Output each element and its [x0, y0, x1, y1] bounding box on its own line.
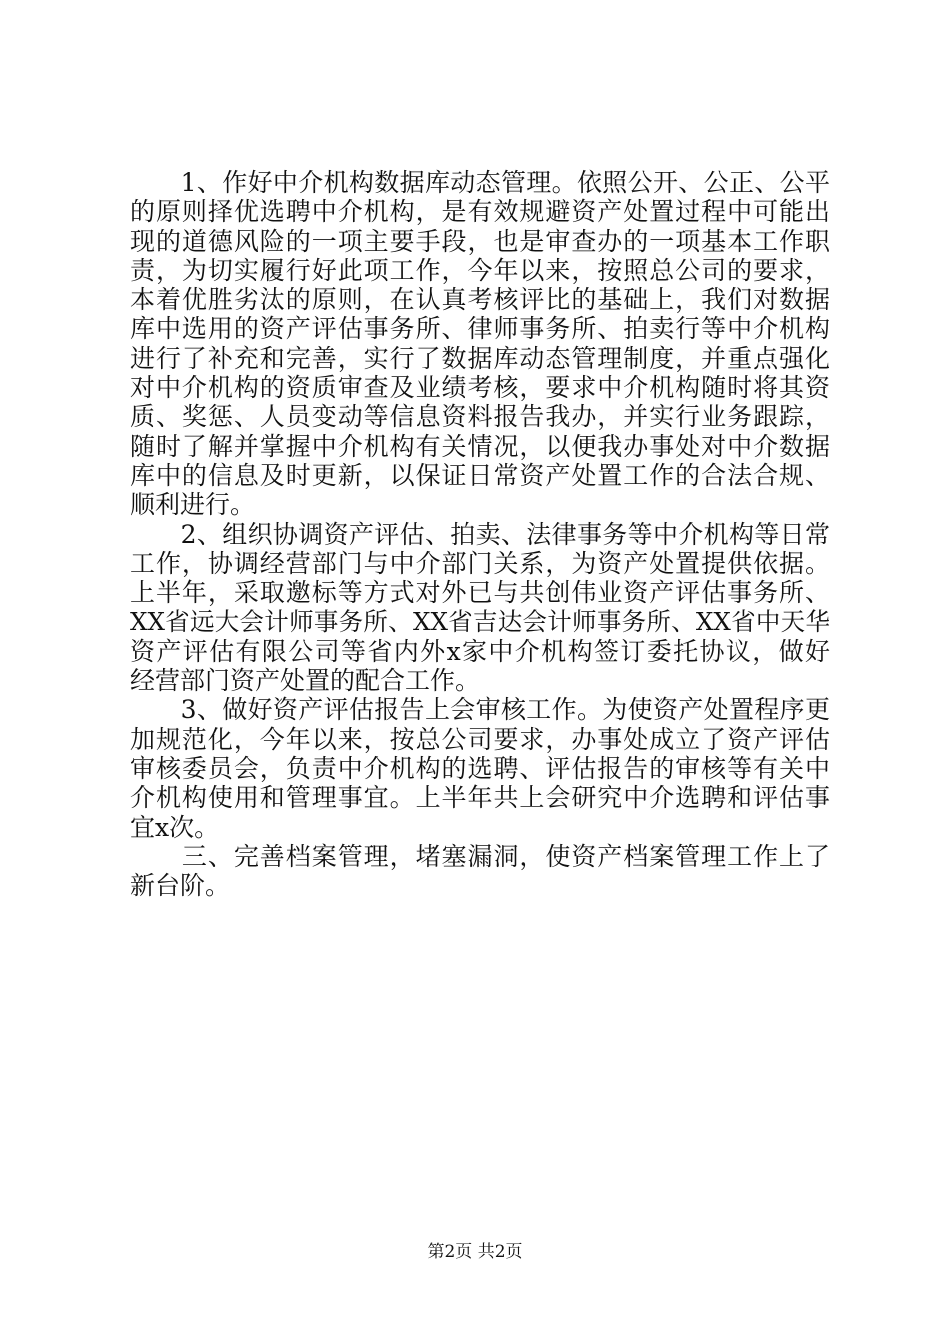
- text-line: 工作，协调经营部门与中介部门关系，为资产处置提供依据。: [130, 548, 830, 578]
- text-line: 库中的信息及时更新，以保证日常资产处置工作的合法合规、: [130, 460, 830, 490]
- paragraph-4: [130, 842, 830, 901]
- text-line: 加规范化，今年以来，按总公司要求，办事处成立了资产评估: [130, 724, 830, 754]
- text-line: 1、作好中介机构数据库动态管理。依照公开、公正、公平: [130, 168, 830, 197]
- text-line: 资产评估有限公司等省内外x家中介机构签订委托协议，做好: [130, 636, 830, 666]
- text-line: 现的道德风险的一项主要手段，也是审查办的一项基本工作职: [130, 226, 830, 256]
- text-line: 本着优胜劣汰的原则，在认真考核评比的基础上，我们对数据: [130, 285, 830, 315]
- text-line: 宜x次。: [130, 812, 220, 842]
- text-line: 库中选用的资产评估事务所、律师事务所、拍卖行等中介机构: [130, 314, 830, 344]
- text-line: 的原则择优选聘中介机构，是有效规避资产处置过程中可能出: [130, 197, 830, 227]
- text-line: 三、完善档案管理，堵塞漏洞，使资产档案管理工作上了: [130, 841, 830, 871]
- text-line: 质、奖惩、人员变动等信息资料报告我办，并实行业务跟踪，: [130, 402, 830, 432]
- text-line: XX省远大会计师事务所、XX省吉达会计师事务所、XX省中天华: [130, 607, 830, 637]
- text-line: 对中介机构的资质审查及业绩考核，要求中介机构随时将其资: [130, 373, 830, 403]
- page-number-label: 第2页 共2页: [427, 1242, 523, 1262]
- text-line: 进行了补充和完善，实行了数据库动态管理制度，并重点强化: [130, 343, 830, 373]
- text-line: 2、组织协调资产评估、拍卖、法律事务等中介机构等日常: [130, 519, 830, 549]
- text-line: 新台阶。: [130, 871, 231, 901]
- paragraph-2: [130, 520, 830, 696]
- paragraph-1: [130, 168, 830, 520]
- text-line: 责，为切实履行好此项工作，今年以来，按照总公司的要求，: [130, 255, 830, 285]
- text-line: 随时了解并掌握中介机构有关情况，以便我办事处对中介数据: [130, 431, 830, 461]
- text-line: 顺利进行。: [130, 490, 256, 520]
- text-line: 审核委员会，负责中介机构的选聘、评估报告的审核等有关中: [130, 753, 830, 783]
- text-line: 经营部门资产处置的配合工作。: [130, 666, 481, 696]
- page-footer: [0, 1241, 950, 1263]
- text-line: 上半年，采取邀标等方式对外已与共创伟业资产评估事务所、: [130, 578, 830, 608]
- text-line: 3、做好资产评估报告上会审核工作。为使资产处置程序更: [130, 695, 830, 725]
- document-body: [130, 168, 830, 900]
- text-line: 介机构使用和管理事宜。上半年共上会研究中介选聘和评估事: [130, 783, 830, 813]
- paragraph-3: [130, 695, 830, 841]
